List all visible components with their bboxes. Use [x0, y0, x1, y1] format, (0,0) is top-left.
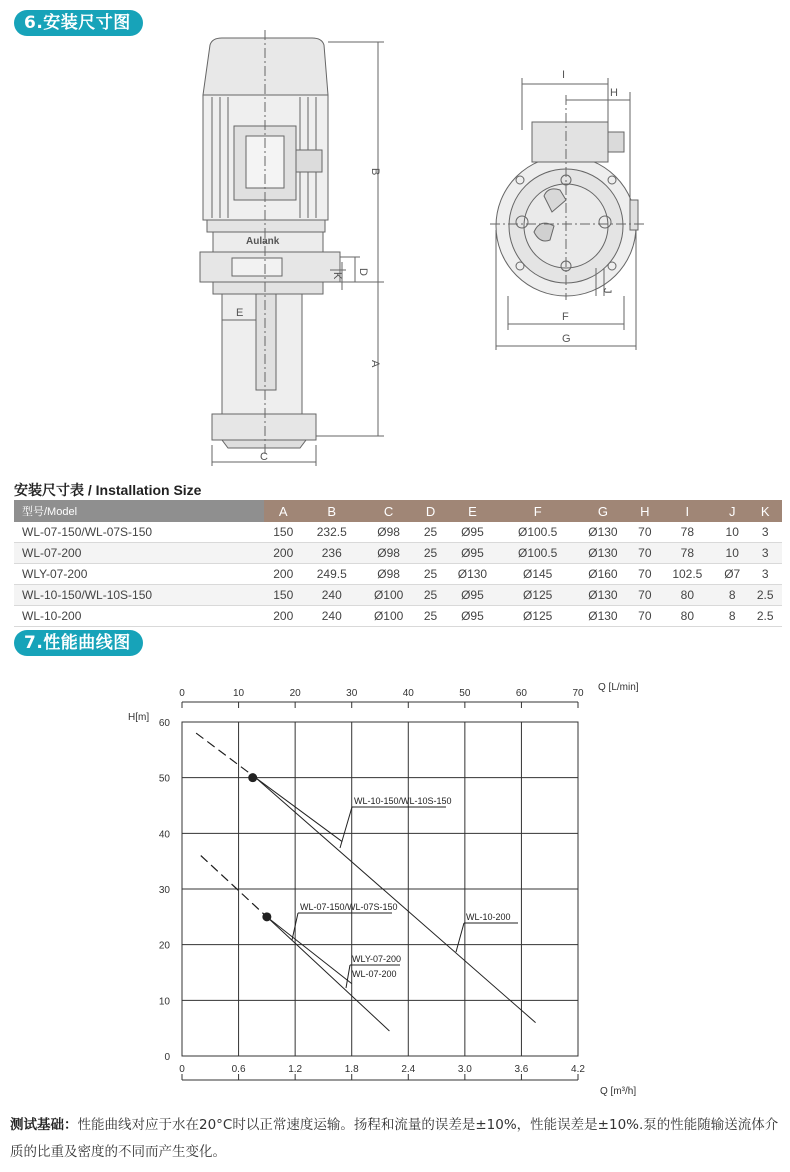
- header-e: E: [444, 500, 500, 522]
- cell: 150: [264, 522, 304, 543]
- header-a: A: [264, 500, 304, 522]
- top-tick-label: 20: [289, 688, 301, 699]
- cell: 70: [631, 606, 659, 627]
- series-label-1: WL-10-200: [466, 912, 511, 922]
- cell: 3: [748, 543, 782, 564]
- cell: Ø98: [360, 522, 416, 543]
- cell: 25: [417, 564, 445, 585]
- series-leader-1: [456, 923, 464, 952]
- top-tick-label: 40: [402, 688, 414, 699]
- y-tick-label: 50: [158, 773, 170, 785]
- cell: 8: [716, 606, 748, 627]
- cell: 249.5: [303, 564, 360, 585]
- series-line-1: [256, 778, 536, 1023]
- cell: 240: [303, 585, 360, 606]
- cell: Ø98: [360, 543, 416, 564]
- header-h: H: [631, 500, 659, 522]
- y-tick-label: 40: [158, 829, 170, 841]
- cell: 70: [631, 585, 659, 606]
- header-j: J: [716, 500, 748, 522]
- y-axis-label: H[m]: [128, 712, 150, 723]
- series-dashed-4: [201, 856, 267, 917]
- cell: Ø160: [575, 564, 631, 585]
- cell: 236: [303, 543, 360, 564]
- cell: Ø100.5: [501, 522, 575, 543]
- cell: Ø145: [501, 564, 575, 585]
- series-dashed-1: [196, 733, 255, 778]
- top-tick-label: 30: [346, 688, 358, 699]
- cell: Ø98: [360, 564, 416, 585]
- cell-model: WL-10-200: [14, 606, 264, 627]
- operating-point-0: [248, 773, 257, 782]
- x-tick-label: 2.4: [401, 1064, 416, 1075]
- dim-label-d: D: [357, 268, 369, 276]
- cell: 232.5: [303, 522, 360, 543]
- y-tick-label: 10: [158, 996, 170, 1008]
- top-axis-label: Q [L/min]: [598, 682, 639, 693]
- cell: Ø130: [575, 585, 631, 606]
- top-tick-label: 0: [179, 688, 185, 699]
- cell: 2.5: [748, 606, 782, 627]
- cell: 3: [748, 522, 782, 543]
- y-tick-label: 0: [164, 1052, 170, 1063]
- dim-label-b: B: [369, 168, 381, 176]
- y-tick-label: 20: [158, 940, 170, 952]
- dim-label-a: A: [369, 360, 381, 368]
- y-tick-label: 60: [158, 718, 170, 729]
- series-line-0: [256, 778, 343, 842]
- cell: Ø100: [360, 585, 416, 606]
- top-tick-label: 70: [572, 688, 584, 699]
- series-label-3: WLY-07-200: [352, 954, 402, 964]
- cell: 25: [417, 606, 445, 627]
- cell: 80: [659, 606, 716, 627]
- dim-label-g: G: [562, 333, 571, 345]
- cell: Ø125: [501, 606, 575, 627]
- cell: 25: [417, 543, 445, 564]
- header-g: G: [575, 500, 631, 522]
- cell: 70: [631, 543, 659, 564]
- cell: Ø130: [575, 543, 631, 564]
- cell: Ø130: [575, 606, 631, 627]
- note-text: 性能曲线对应于水在20°C时以正常速度运输。扬程和流量的误差是±10%，性能误差是±10%.泵的性能随输送流体介质的比重及密度的不同而产生变化。: [10, 1117, 779, 1160]
- header-c: C: [360, 500, 416, 522]
- brand-label: Aulank: [246, 236, 280, 247]
- dim-label-j: J: [601, 288, 613, 294]
- cell: 25: [417, 522, 445, 543]
- cell: 200: [264, 606, 304, 627]
- header-d: D: [417, 500, 445, 522]
- cell: 25: [417, 585, 445, 606]
- section-title-curve: 7.性能曲线图: [14, 630, 143, 656]
- cell: Ø7: [716, 564, 748, 585]
- operating-point-1: [262, 912, 271, 921]
- cell-model: WL-07-200: [14, 543, 264, 564]
- x-tick-label: 0: [179, 1064, 185, 1075]
- size-table-title: 安装尺寸表 / Installation Size: [14, 482, 202, 498]
- cell: 70: [631, 522, 659, 543]
- cell: 3: [748, 564, 782, 585]
- series-line-2: [267, 917, 352, 984]
- x-tick-label: 1.8: [344, 1064, 359, 1075]
- dim-label-i: I: [562, 69, 566, 81]
- cell: 10: [716, 543, 748, 564]
- series-label-2: WL-07-150/WL-07S-150: [300, 902, 398, 912]
- x-tick-label: 3.0: [457, 1064, 472, 1075]
- cell: 8: [716, 585, 748, 606]
- cell: 78: [659, 522, 716, 543]
- dim-label-k: K: [331, 272, 343, 280]
- x-tick-label: 3.6: [514, 1064, 529, 1075]
- cell: Ø95: [444, 543, 500, 564]
- cell: Ø125: [501, 585, 575, 606]
- note-label: 测试基础：: [10, 1117, 78, 1133]
- header-i: I: [659, 500, 716, 522]
- cell-model: WLY-07-200: [14, 564, 264, 585]
- header-k: K: [748, 500, 782, 522]
- dim-label-f: F: [562, 311, 569, 323]
- header-b: B: [303, 500, 360, 522]
- section-title-install: 6.安装尺寸图: [14, 10, 143, 36]
- cell: Ø130: [575, 522, 631, 543]
- dim-label-c: C: [260, 451, 268, 463]
- dim-label-e: E: [236, 307, 244, 319]
- dim-label-h: H: [610, 87, 618, 99]
- top-tick-label: 10: [233, 688, 245, 699]
- cell: 70: [631, 564, 659, 585]
- top-tick-label: 60: [515, 688, 527, 699]
- x-tick-label: 0.6: [231, 1064, 246, 1075]
- series-leader-0: [340, 807, 352, 848]
- cell-model: WL-10-150/WL-10S-150: [14, 585, 264, 606]
- y-tick-label: 30: [158, 885, 170, 896]
- test-note: [10, 1112, 782, 1166]
- x-tick-label: 4.2: [571, 1064, 585, 1075]
- cell: Ø95: [444, 585, 500, 606]
- cell: Ø130: [444, 564, 500, 585]
- cell: Ø100: [360, 606, 416, 627]
- series-label-0: WL-10-150/WL-10S-150: [354, 796, 452, 806]
- cell-model: WL-07-150/WL-07S-150: [14, 522, 264, 543]
- cell: 200: [264, 543, 304, 564]
- cell: Ø95: [444, 606, 500, 627]
- series-label-4: WL-07-200: [352, 969, 397, 979]
- cell: 240: [303, 606, 360, 627]
- cell: 200: [264, 564, 304, 585]
- cell: Ø100.5: [501, 543, 575, 564]
- cell: 2.5: [748, 585, 782, 606]
- cell: Ø95: [444, 522, 500, 543]
- header-f: F: [501, 500, 575, 522]
- cell: 150: [264, 585, 304, 606]
- cell: 78: [659, 543, 716, 564]
- cell: 10: [716, 522, 748, 543]
- header-model: 型号/Model: [14, 500, 264, 522]
- top-tick-label: 50: [459, 688, 471, 699]
- x-axis-label: Q [m³/h]: [600, 1086, 637, 1097]
- series-leader-3: [346, 965, 350, 988]
- cell: 102.5: [659, 564, 716, 585]
- cell: 80: [659, 585, 716, 606]
- x-tick-label: 1.2: [288, 1064, 303, 1075]
